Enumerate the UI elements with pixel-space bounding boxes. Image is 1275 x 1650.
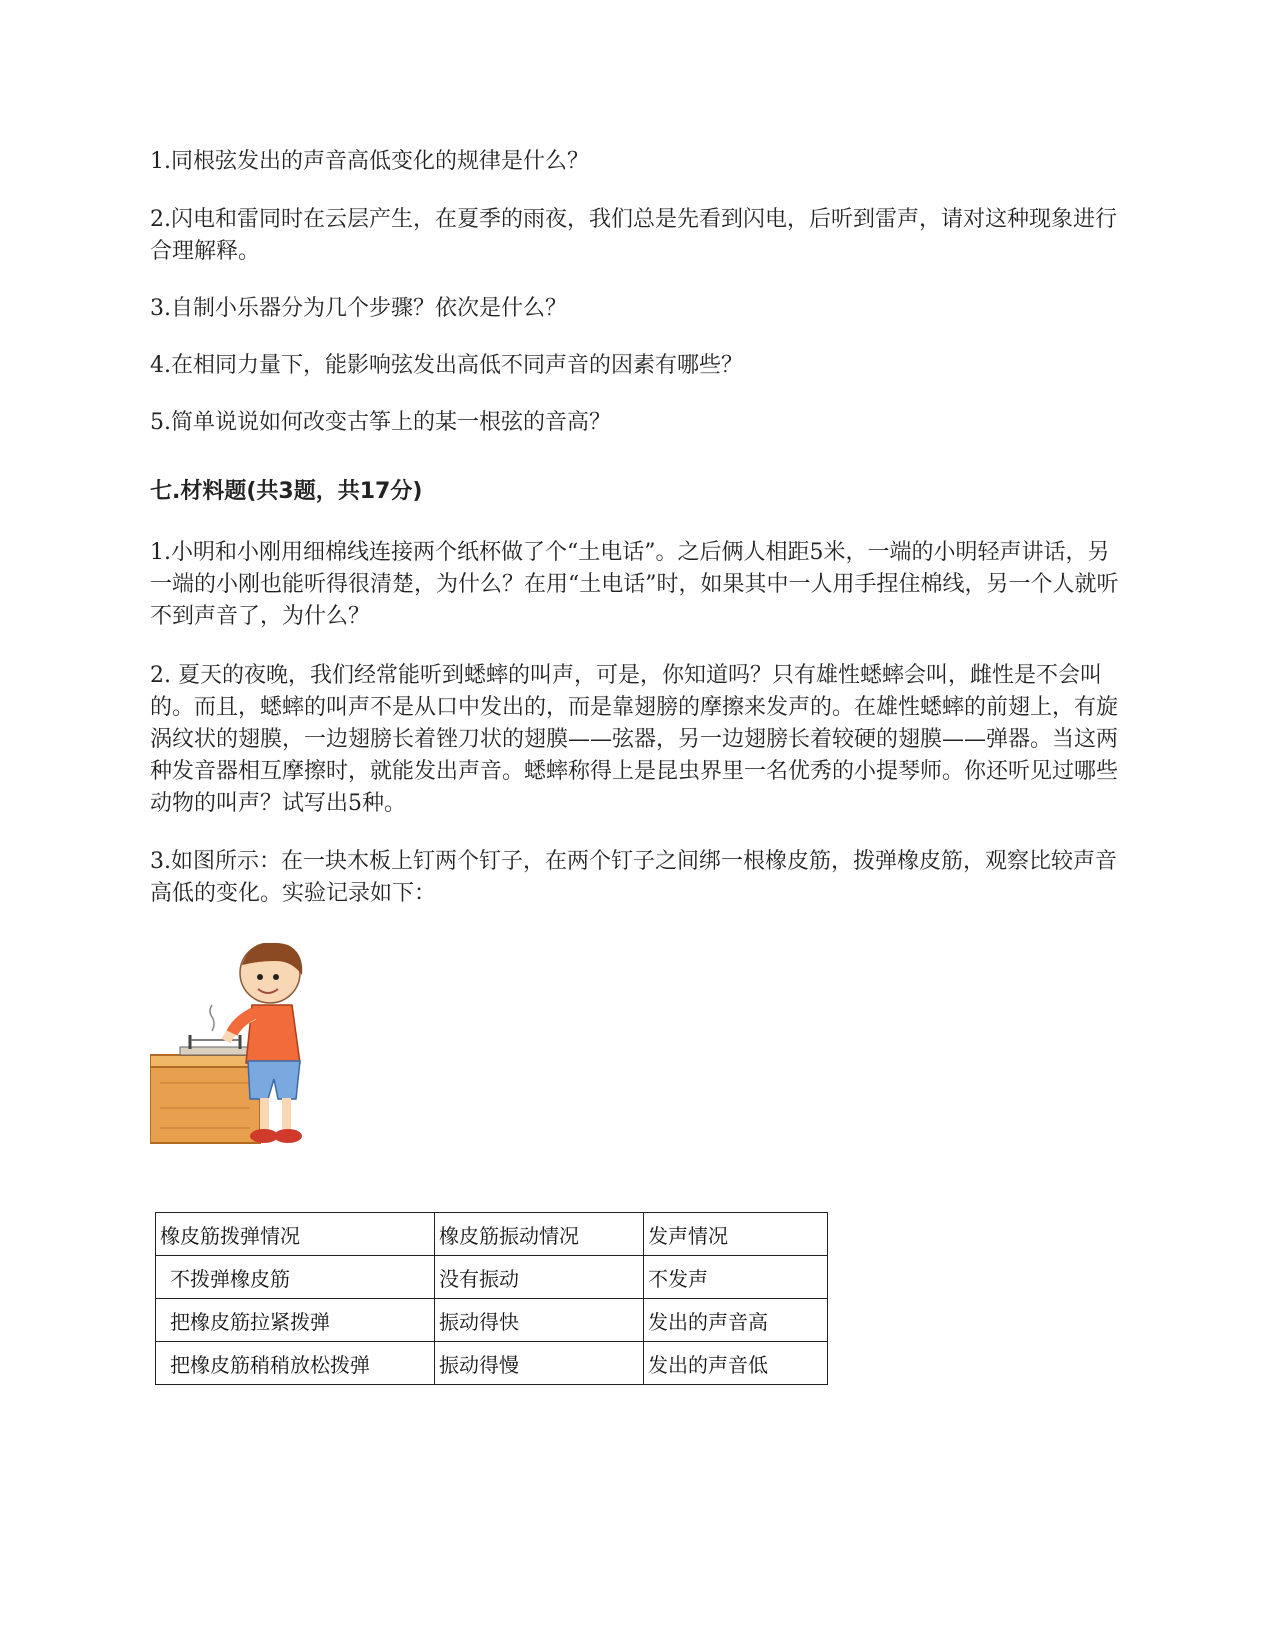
table-cell: 把橡皮筋稍稍放松拨弹 xyxy=(156,1342,435,1385)
question-7-2: 2. 夏天的夜晚，我们经常能听到蟋蟀的叫声，可是，你知道吗？只有雄性蟋蟀会叫，雌性是不会叫的。而且，蟋蟀的叫声不是从口中发出的，而是靠翅膀的摩擦来发声的。在雄性蟋蟀的前翅上，有旋涡纹状的翅膜，一边翅膀长着锉刀状的翅膜——弦器，另一边翅膀长着较硬的翅膜——弹器。当这两种发音器相互摩擦时，就能发出声音。蟋蟀称得上是昆虫界里一名优秀的小提琴师。你还听见过哪些动物的叫声？试写出5种。 xyxy=(150,663,1119,816)
table-header-row xyxy=(156,1213,828,1256)
table-cell: 发出的声音高 xyxy=(644,1299,828,1342)
table-header-cell: 橡皮筋拨弹情况 xyxy=(156,1213,435,1256)
table-cell: 不拨弹橡皮筋 xyxy=(156,1256,435,1299)
table-cell: 振动得慢 xyxy=(435,1342,644,1385)
table-cell: 不发声 xyxy=(644,1256,828,1299)
table-cell: 振动得快 xyxy=(435,1299,644,1342)
table-row xyxy=(156,1342,828,1385)
question-7-3: 3.如图所示：在一块木板上钉两个钉子，在两个钉子之间绑一根橡皮筋，拨弹橡皮筋，观察比较声音高低的变化。实验记录如下： xyxy=(150,849,1117,906)
experiment-record-table xyxy=(155,1212,828,1385)
question-6-4: 4.在相同力量下，能影响弦发出高低不同声音的因素有哪些？ xyxy=(150,353,743,378)
table-row xyxy=(156,1256,828,1299)
boy-rubber-band-illustration xyxy=(150,943,310,1148)
question-7-1: 1.小明和小刚用细棉线连接两个纸杯做了个“土电话”。之后俩人相距5米，一端的小明轻声讲话，另一端的小刚也能听得很清楚，为什么？在用“土电话”时，如果其中一人用手捏住棉线，另一个人就听不到声音了，为什么？ xyxy=(150,540,1119,629)
question-6-1: 1.同根弦发出的声音高低变化的规律是什么？ xyxy=(150,149,589,174)
table-cell: 把橡皮筋拉紧拨弹 xyxy=(156,1299,435,1342)
table-header-cell: 发声情况 xyxy=(644,1213,828,1256)
table-cell: 发出的声音低 xyxy=(644,1342,828,1385)
question-6-3: 3.自制小乐器分为几个步骤？依次是什么？ xyxy=(150,296,567,321)
table-header-cell: 橡皮筋振动情况 xyxy=(435,1213,644,1256)
section-7-heading: 七.材料题(共3题，共17分) xyxy=(150,479,423,504)
question-6-5: 5.简单说说如何改变古筝上的某一根弦的音高？ xyxy=(150,410,611,435)
table-cell: 没有振动 xyxy=(435,1256,644,1299)
table-row xyxy=(156,1299,828,1342)
question-6-2: 2.闪电和雷同时在云层产生，在夏季的雨夜，我们总是先看到闪电，后听到雷声，请对这种现象进行合理解释。 xyxy=(150,207,1117,264)
